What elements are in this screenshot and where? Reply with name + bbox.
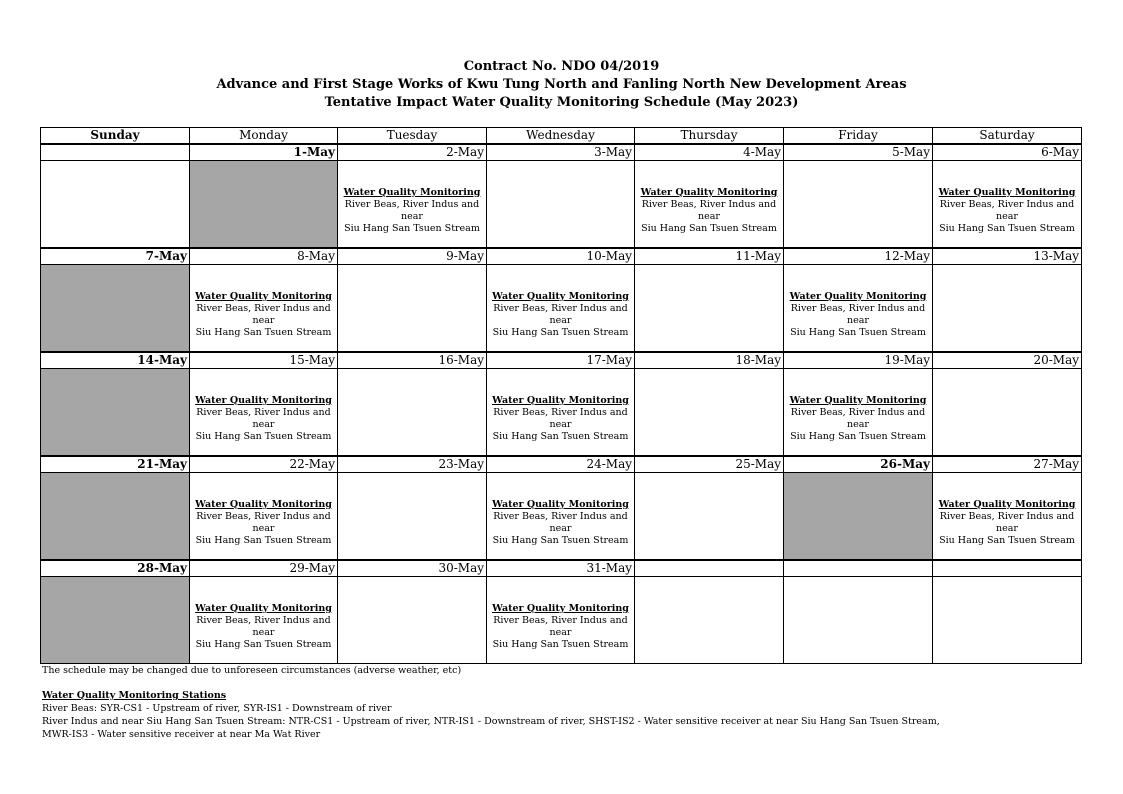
- day-cell: [487, 577, 635, 664]
- event-title: Water Quality Monitoring: [938, 187, 1076, 198]
- day-cell: [784, 265, 933, 353]
- monitoring-event: [338, 187, 486, 235]
- weekday-sunday: Sunday: [41, 128, 190, 145]
- event-location: Siu Hang San Tsuen Stream: [641, 223, 777, 234]
- monitoring-event: [487, 395, 634, 443]
- document-header: [0, 58, 1123, 112]
- day-cell: [933, 577, 1082, 664]
- event-title: Water Quality Monitoring: [343, 187, 481, 198]
- date-row: [41, 248, 1082, 265]
- event-location: Siu Hang San Tsuen Stream: [790, 327, 926, 338]
- date-cell: 14-May: [41, 352, 190, 369]
- date-cell: [933, 560, 1082, 577]
- stations-line: MWR-IS3 - Water sensitive receiver at near Ma Wat River: [42, 729, 321, 740]
- date-cell: 7-May: [41, 248, 190, 265]
- day-cell: [784, 369, 933, 457]
- day-cell: [190, 473, 338, 561]
- date-row: [41, 456, 1082, 473]
- day-cell: [635, 577, 784, 664]
- date-cell: [784, 560, 933, 577]
- day-cell: [784, 161, 933, 249]
- day-cell: [933, 473, 1082, 561]
- date-cell: 3-May: [487, 144, 635, 161]
- weekday-header-row: [41, 128, 1082, 145]
- weekday-monday: Monday: [190, 128, 338, 145]
- schedule-notes: [42, 664, 940, 741]
- stations-heading: Water Quality Monitoring Stations: [42, 690, 227, 701]
- monitoring-calendar: [40, 127, 1082, 664]
- event-location: River Beas, River Indus and near: [641, 199, 777, 222]
- event-location: Siu Hang San Tsuen Stream: [492, 639, 629, 650]
- event-location: Siu Hang San Tsuen Stream: [790, 431, 926, 442]
- date-cell: 15-May: [190, 352, 338, 369]
- event-location: River Beas, River Indus and near: [493, 511, 628, 534]
- day-cell: [635, 161, 784, 249]
- event-location: River Beas, River Indus and near: [196, 303, 331, 326]
- weekday-saturday: Saturday: [933, 128, 1082, 145]
- event-location: Siu Hang San Tsuen Stream: [195, 327, 332, 338]
- date-cell: 24-May: [487, 456, 635, 473]
- event-title: Water Quality Monitoring: [195, 291, 332, 302]
- date-cell: 2-May: [338, 144, 487, 161]
- date-cell: 19-May: [784, 352, 933, 369]
- day-cell: [487, 265, 635, 353]
- date-cell: 22-May: [190, 456, 338, 473]
- event-location: River Beas, River Indus and near: [493, 407, 628, 430]
- monitoring-event: [933, 499, 1081, 547]
- monitoring-event: [190, 395, 337, 443]
- monitoring-event: [487, 603, 634, 651]
- holiday-cell: [41, 369, 190, 457]
- date-cell: 25-May: [635, 456, 784, 473]
- event-location: Siu Hang San Tsuen Stream: [195, 535, 332, 546]
- monitoring-event: [190, 499, 337, 547]
- date-cell: 12-May: [784, 248, 933, 265]
- date-cell: 29-May: [190, 560, 338, 577]
- day-content-row: [41, 473, 1082, 561]
- event-location: Siu Hang San Tsuen Stream: [492, 327, 629, 338]
- date-row: [41, 352, 1082, 369]
- holiday-cell: [190, 161, 338, 249]
- day-cell: [338, 265, 487, 353]
- day-cell: [338, 369, 487, 457]
- event-location: Siu Hang San Tsuen Stream: [195, 431, 332, 442]
- day-cell: [190, 369, 338, 457]
- day-cell: [338, 473, 487, 561]
- date-cell: 20-May: [933, 352, 1082, 369]
- day-cell: [635, 265, 784, 353]
- monitoring-event: [784, 395, 932, 443]
- monitoring-event: [190, 291, 337, 339]
- event-title: Water Quality Monitoring: [492, 395, 629, 406]
- event-location: Siu Hang San Tsuen Stream: [492, 535, 629, 546]
- weekday-friday: Friday: [784, 128, 933, 145]
- event-title: Water Quality Monitoring: [938, 499, 1076, 510]
- day-cell: [635, 369, 784, 457]
- holiday-cell: [784, 473, 933, 561]
- date-cell: 11-May: [635, 248, 784, 265]
- event-location: River Beas, River Indus and near: [493, 615, 628, 638]
- event-location: Siu Hang San Tsuen Stream: [939, 223, 1075, 234]
- date-row: [41, 560, 1082, 577]
- event-location: Siu Hang San Tsuen Stream: [344, 223, 480, 234]
- day-cell: [933, 369, 1082, 457]
- date-cell: 30-May: [338, 560, 487, 577]
- monitoring-event: [933, 187, 1081, 235]
- day-cell: [487, 369, 635, 457]
- schedule-disclaimer: The schedule may be changed due to unforeseen circumstances (adverse weather, etc): [42, 665, 462, 676]
- weekday-thursday: Thursday: [635, 128, 784, 145]
- event-title: Water Quality Monitoring: [195, 603, 332, 614]
- date-cell: 21-May: [41, 456, 190, 473]
- date-cell: [635, 560, 784, 577]
- day-cell: [933, 265, 1082, 353]
- event-location: River Beas, River Indus and near: [939, 199, 1075, 222]
- date-cell: 6-May: [933, 144, 1082, 161]
- event-location: River Beas, River Indus and near: [196, 407, 331, 430]
- holiday-cell: [41, 473, 190, 561]
- weekday-tuesday: Tuesday: [338, 128, 487, 145]
- schedule-title: Tentative Impact Water Quality Monitoring Schedule (May 2023): [324, 95, 799, 110]
- holiday-cell: [41, 265, 190, 353]
- event-location: River Beas, River Indus and near: [196, 615, 331, 638]
- event-title: Water Quality Monitoring: [640, 187, 778, 198]
- date-cell: 18-May: [635, 352, 784, 369]
- weekday-wednesday: Wednesday: [487, 128, 635, 145]
- event-title: Water Quality Monitoring: [789, 291, 927, 302]
- day-content-row: [41, 369, 1082, 457]
- day-cell: [190, 577, 338, 664]
- date-cell: 1-May: [190, 144, 338, 161]
- project-title: Advance and First Stage Works of Kwu Tung North and Fanling North New Development Areas: [216, 77, 907, 92]
- date-cell: 16-May: [338, 352, 487, 369]
- contract-number: Contract No. NDO 04/2019: [463, 59, 660, 74]
- day-cell: [41, 161, 190, 249]
- day-cell: [487, 161, 635, 249]
- monitoring-event: [487, 499, 634, 547]
- event-location: Siu Hang San Tsuen Stream: [195, 639, 332, 650]
- day-content-row: [41, 265, 1082, 353]
- monitoring-event: [635, 187, 783, 235]
- day-content-row: [41, 161, 1082, 249]
- date-cell: 9-May: [338, 248, 487, 265]
- date-cell: 5-May: [784, 144, 933, 161]
- date-cell: 26-May: [784, 456, 933, 473]
- day-cell: [784, 577, 933, 664]
- date-cell: 28-May: [41, 560, 190, 577]
- event-location: River Beas, River Indus and near: [196, 511, 331, 534]
- date-cell: 17-May: [487, 352, 635, 369]
- monitoring-event: [190, 603, 337, 651]
- stations-line: River Beas: SYR-CS1 - Upstream of river, SYR-IS1 - Downstream of river: [42, 703, 392, 714]
- event-location: River Beas, River Indus and near: [790, 303, 926, 326]
- day-cell: [933, 161, 1082, 249]
- event-title: Water Quality Monitoring: [195, 499, 332, 510]
- monitoring-event: [784, 291, 932, 339]
- date-cell: 13-May: [933, 248, 1082, 265]
- date-row: [41, 144, 1082, 161]
- day-cell: [635, 473, 784, 561]
- event-location: River Beas, River Indus and near: [790, 407, 926, 430]
- event-title: Water Quality Monitoring: [492, 499, 629, 510]
- day-cell: [487, 473, 635, 561]
- date-cell: [41, 144, 190, 161]
- event-location: River Beas, River Indus and near: [493, 303, 628, 326]
- date-cell: 27-May: [933, 456, 1082, 473]
- event-location: Siu Hang San Tsuen Stream: [492, 431, 629, 442]
- day-cell: [338, 161, 487, 249]
- day-cell: [190, 265, 338, 353]
- date-cell: 8-May: [190, 248, 338, 265]
- event-title: Water Quality Monitoring: [492, 603, 629, 614]
- date-cell: 10-May: [487, 248, 635, 265]
- event-title: Water Quality Monitoring: [789, 395, 927, 406]
- holiday-cell: [41, 577, 190, 664]
- date-cell: 31-May: [487, 560, 635, 577]
- stations-line: River Indus and near Siu Hang San Tsuen Stream: NTR-CS1 - Upstream of river, NTR-IS1 - Downstream of river, SHST-IS2 - Water sensitive receiver at near Siu Hang San Tsuen Stream,: [42, 716, 940, 727]
- event-location: River Beas, River Indus and near: [939, 511, 1075, 534]
- day-cell: [338, 577, 487, 664]
- event-location: Siu Hang San Tsuen Stream: [939, 535, 1075, 546]
- event-title: Water Quality Monitoring: [492, 291, 629, 302]
- event-title: Water Quality Monitoring: [195, 395, 332, 406]
- date-cell: 23-May: [338, 456, 487, 473]
- monitoring-event: [487, 291, 634, 339]
- date-cell: 4-May: [635, 144, 784, 161]
- day-content-row: [41, 577, 1082, 664]
- event-location: River Beas, River Indus and near: [344, 199, 480, 222]
